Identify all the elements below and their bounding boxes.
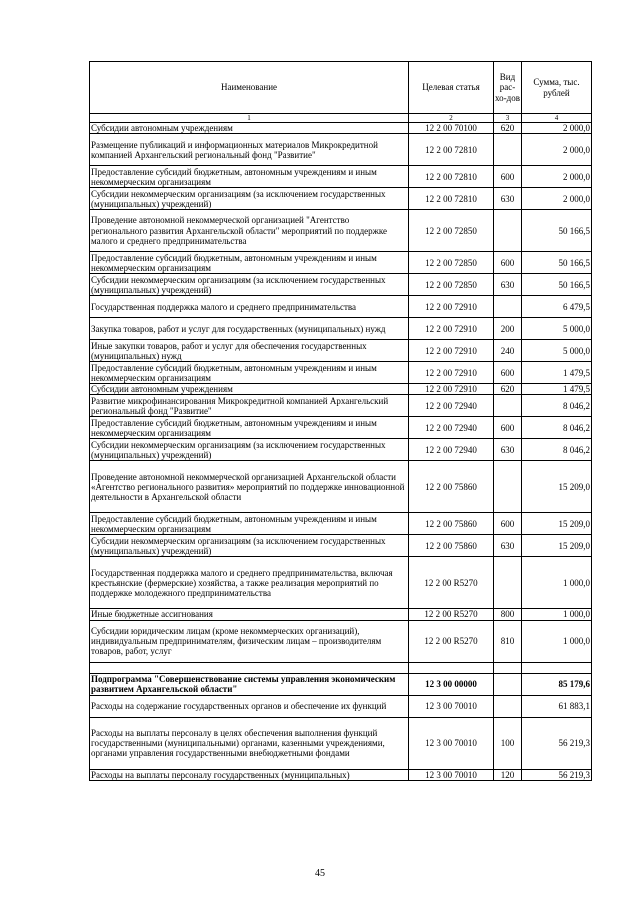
row-target-article-cell bbox=[409, 662, 494, 673]
row-sum-cell: 56 219,3 bbox=[522, 717, 592, 769]
header-expense-type: Вид рас-хо-дов bbox=[494, 62, 522, 114]
row-target-article-cell: 12 2 00 72810 bbox=[409, 188, 494, 210]
row-name-cell: Расходы на выплаты персоналу в целях обеспечения выполнения функций государственными (муниципальными) органами, казенными учреждениями, органами управления государственными внебюджетными фондами bbox=[90, 717, 409, 769]
row-expense-type-cell bbox=[494, 134, 522, 166]
row-target-article-cell: 12 2 00 72940 bbox=[409, 395, 494, 417]
table-row bbox=[90, 340, 592, 362]
table-row bbox=[90, 166, 592, 188]
row-sum-cell: 56 219,3 bbox=[522, 769, 592, 780]
row-target-article-cell: 12 2 00 R5270 bbox=[409, 557, 494, 609]
row-target-article-cell: 12 2 00 75860 bbox=[409, 461, 494, 513]
row-expense-type-cell: 800 bbox=[494, 609, 522, 620]
table-row bbox=[90, 673, 592, 695]
row-target-article-cell: 12 2 00 72940 bbox=[409, 417, 494, 439]
row-name-cell: Развитие микрофинансирования Микрокредитной компанией Архангельский региональный фонд "Развитие" bbox=[90, 395, 409, 417]
row-sum-cell: 6 479,5 bbox=[522, 296, 592, 318]
row-sum-cell: 15 209,0 bbox=[522, 535, 592, 557]
row-target-article-cell: 12 2 00 75860 bbox=[409, 535, 494, 557]
row-name-cell: Субсидии некоммерческим организациям (за исключением государственных (муниципальных) учреждений) bbox=[90, 274, 409, 296]
row-target-article-cell: 12 2 00 72910 bbox=[409, 296, 494, 318]
row-target-article-cell: 12 2 00 72850 bbox=[409, 274, 494, 296]
row-target-article-cell: 12 2 00 72910 bbox=[409, 340, 494, 362]
table-row bbox=[90, 535, 592, 557]
row-sum-cell: 15 209,0 bbox=[522, 461, 592, 513]
row-expense-type-cell: 600 bbox=[494, 513, 522, 535]
row-target-article-cell: 12 3 00 70010 bbox=[409, 769, 494, 780]
table-row bbox=[90, 513, 592, 535]
row-expense-type-cell: 100 bbox=[494, 717, 522, 769]
table-row bbox=[90, 123, 592, 134]
row-target-article-cell: 12 2 00 75860 bbox=[409, 513, 494, 535]
table-row bbox=[90, 609, 592, 620]
row-target-article-cell: 12 2 00 72940 bbox=[409, 439, 494, 461]
row-expense-type-cell bbox=[494, 557, 522, 609]
row-sum-cell: 1 000,0 bbox=[522, 609, 592, 620]
row-sum-cell: 8 046,2 bbox=[522, 439, 592, 461]
row-name-cell: Государственная поддержка малого и среднего предпринимательства, включая крестьянские (фермерские) хозяйства, а также реализация мероприятий по поддержке молодежного предпринимательства bbox=[90, 557, 409, 609]
header-name: Наименование bbox=[90, 62, 409, 114]
row-expense-type-cell: 620 bbox=[494, 123, 522, 134]
row-expense-type-cell: 600 bbox=[494, 417, 522, 439]
row-sum-cell: 5 000,0 bbox=[522, 318, 592, 340]
row-expense-type-cell bbox=[494, 695, 522, 717]
table-row bbox=[90, 274, 592, 296]
table-header-row bbox=[90, 62, 592, 114]
row-sum-cell bbox=[522, 662, 592, 673]
row-target-article-cell: 12 2 00 72850 bbox=[409, 252, 494, 274]
table-row bbox=[90, 362, 592, 384]
row-name-cell: Проведение автономной некоммерческой организацией Архангельской области «Агентство регионального развития» мероприятий по поддержке инновационной деятельности в Архангельской области bbox=[90, 461, 409, 513]
row-sum-cell: 1 479,5 bbox=[522, 362, 592, 384]
row-name-cell: Субсидии некоммерческим организациям (за исключением государственных (муниципальных) учреждений) bbox=[90, 188, 409, 210]
row-name-cell: Размещение публикаций и информационных материалов Микрокредитной компанией Архангельский региональный фонд "Развитие" bbox=[90, 134, 409, 166]
row-name-cell: Подпрограмма "Совершенствование системы управления экономическим развитием Архангельской области" bbox=[90, 673, 409, 695]
row-name-cell: Предоставление субсидий бюджетным, автономным учреждениям и иным некоммерческим организациям bbox=[90, 252, 409, 274]
row-sum-cell: 1 000,0 bbox=[522, 620, 592, 662]
row-name-cell: Расходы на выплаты персоналу государственных (муниципальных) bbox=[90, 769, 409, 780]
row-sum-cell: 8 046,2 bbox=[522, 417, 592, 439]
row-name-cell: Государственная поддержка малого и среднего предпринимательства bbox=[90, 296, 409, 318]
row-name-cell: Предоставление субсидий бюджетным, автономным учреждениям и иным некоммерческим организациям bbox=[90, 166, 409, 188]
table-row bbox=[90, 417, 592, 439]
row-name-cell: Предоставление субсидий бюджетным, автономным учреждениям и иным некоммерческим организациям bbox=[90, 362, 409, 384]
row-sum-cell: 8 046,2 bbox=[522, 395, 592, 417]
row-sum-cell: 1 000,0 bbox=[522, 557, 592, 609]
table-row bbox=[90, 296, 592, 318]
budget-table-body bbox=[90, 62, 592, 781]
row-target-article-cell: 12 2 00 72850 bbox=[409, 210, 494, 252]
row-target-article-cell: 12 2 00 72910 bbox=[409, 318, 494, 340]
row-target-article-cell: 12 2 00 72910 bbox=[409, 362, 494, 384]
row-sum-cell: 15 209,0 bbox=[522, 513, 592, 535]
row-expense-type-cell: 120 bbox=[494, 769, 522, 780]
row-sum-cell: 5 000,0 bbox=[522, 340, 592, 362]
table-row bbox=[90, 134, 592, 166]
table-row bbox=[90, 384, 592, 395]
page-number: 45 bbox=[315, 868, 325, 879]
header-sum: Сумма, тыс. рублей bbox=[522, 62, 592, 114]
table-row bbox=[90, 695, 592, 717]
row-target-article-cell: 12 3 00 70010 bbox=[409, 717, 494, 769]
row-sum-cell: 85 179,6 bbox=[522, 673, 592, 695]
column-number-row bbox=[90, 114, 592, 123]
row-sum-cell: 2 000,0 bbox=[522, 123, 592, 134]
row-target-article-cell: 12 3 00 70010 bbox=[409, 695, 494, 717]
row-expense-type-cell: 810 bbox=[494, 620, 522, 662]
table-row bbox=[90, 252, 592, 274]
row-expense-type-cell: 630 bbox=[494, 439, 522, 461]
table-row bbox=[90, 439, 592, 461]
column-number: 4 bbox=[522, 114, 592, 123]
row-name-cell: Иные бюджетные ассигнования bbox=[90, 609, 409, 620]
row-expense-type-cell: 630 bbox=[494, 535, 522, 557]
row-name-cell: Субсидии юридическим лицам (кроме некоммерческих организаций), индивидуальным предпринимателям, физическим лицам – производителям товаров, работ, услуг bbox=[90, 620, 409, 662]
column-number: 3 bbox=[494, 114, 522, 123]
row-expense-type-cell bbox=[494, 673, 522, 695]
table-row bbox=[90, 210, 592, 252]
row-name-cell: Закупка товаров, работ и услуг для государственных (муниципальных) нужд bbox=[90, 318, 409, 340]
row-expense-type-cell bbox=[494, 296, 522, 318]
row-target-article-cell: 12 3 00 00000 bbox=[409, 673, 494, 695]
row-expense-type-cell: 600 bbox=[494, 166, 522, 188]
row-expense-type-cell: 600 bbox=[494, 252, 522, 274]
row-expense-type-cell bbox=[494, 461, 522, 513]
table-row bbox=[90, 461, 592, 513]
row-target-article-cell: 12 2 00 72910 bbox=[409, 384, 494, 395]
row-name-cell: Субсидии автономным учреждениям bbox=[90, 123, 409, 134]
row-name-cell: Субсидии некоммерческим организациям (за исключением государственных (муниципальных) учреждений) bbox=[90, 439, 409, 461]
row-sum-cell: 61 883,1 bbox=[522, 695, 592, 717]
row-name-cell: Субсидии некоммерческим организациям (за исключением государственных (муниципальных) учреждений) bbox=[90, 535, 409, 557]
row-name-cell: Субсидии автономным учреждениям bbox=[90, 384, 409, 395]
row-target-article-cell: 12 2 00 70100 bbox=[409, 123, 494, 134]
row-name-cell: Предоставление субсидий бюджетным, автономным учреждениям и иным некоммерческим организациям bbox=[90, 417, 409, 439]
row-expense-type-cell: 600 bbox=[494, 362, 522, 384]
row-expense-type-cell: 240 bbox=[494, 340, 522, 362]
table-row bbox=[90, 662, 592, 673]
row-target-article-cell: 12 2 00 72810 bbox=[409, 134, 494, 166]
row-expense-type-cell bbox=[494, 210, 522, 252]
row-expense-type-cell bbox=[494, 395, 522, 417]
table-row bbox=[90, 395, 592, 417]
column-number: 2 bbox=[409, 114, 494, 123]
row-target-article-cell: 12 2 00 R5270 bbox=[409, 609, 494, 620]
table-row bbox=[90, 620, 592, 662]
row-name-cell: Проведение автономной некоммерческой организацией "Агентство регионального развития Архангельской области" мероприятий по поддержке малого и среднего предпринимательства bbox=[90, 210, 409, 252]
row-sum-cell: 2 000,0 bbox=[522, 166, 592, 188]
row-sum-cell: 2 000,0 bbox=[522, 134, 592, 166]
table-row bbox=[90, 318, 592, 340]
row-sum-cell: 1 479,5 bbox=[522, 384, 592, 395]
row-expense-type-cell: 630 bbox=[494, 274, 522, 296]
row-target-article-cell: 12 2 00 R5270 bbox=[409, 620, 494, 662]
header-target-article: Целевая статья bbox=[409, 62, 494, 114]
table-row bbox=[90, 717, 592, 769]
row-target-article-cell: 12 2 00 72810 bbox=[409, 166, 494, 188]
row-name-cell: Иные закупки товаров, работ и услуг для обеспечения государственных (муниципальных) нужд bbox=[90, 340, 409, 362]
row-name-cell bbox=[90, 662, 409, 673]
table-row bbox=[90, 557, 592, 609]
table-row bbox=[90, 769, 592, 780]
row-expense-type-cell: 630 bbox=[494, 188, 522, 210]
row-expense-type-cell bbox=[494, 662, 522, 673]
row-expense-type-cell: 620 bbox=[494, 384, 522, 395]
row-sum-cell: 50 166,5 bbox=[522, 210, 592, 252]
row-sum-cell: 50 166,5 bbox=[522, 252, 592, 274]
row-name-cell: Предоставление субсидий бюджетным, автономным учреждениям и иным некоммерческим организациям bbox=[90, 513, 409, 535]
column-number: 1 bbox=[90, 114, 409, 123]
row-sum-cell: 2 000,0 bbox=[522, 188, 592, 210]
row-name-cell: Расходы на содержание государственных органов и обеспечение их функций bbox=[90, 695, 409, 717]
row-expense-type-cell: 200 bbox=[494, 318, 522, 340]
row-sum-cell: 50 166,5 bbox=[522, 274, 592, 296]
table-row bbox=[90, 188, 592, 210]
budget-table bbox=[89, 61, 592, 781]
